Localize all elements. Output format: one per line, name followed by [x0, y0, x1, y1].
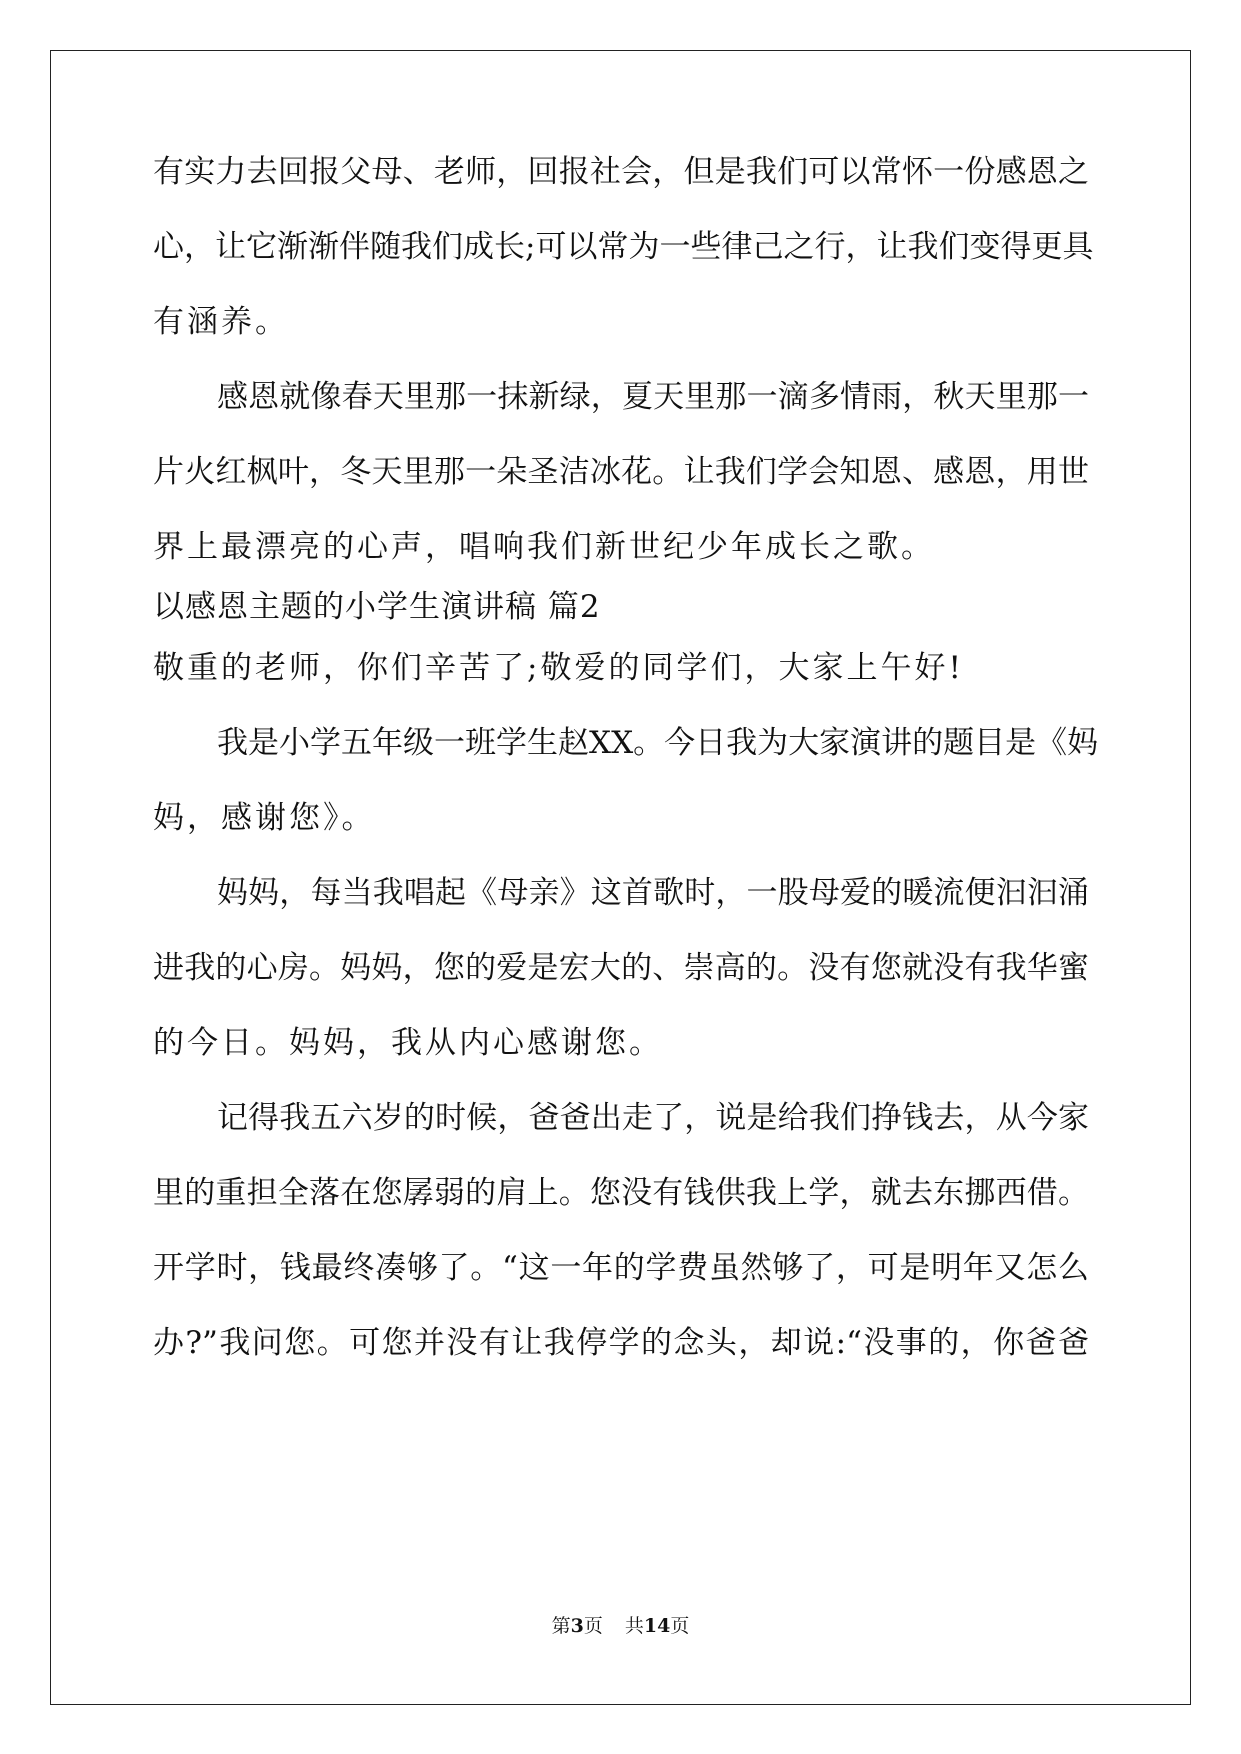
text-line: 界上最漂亮的心声，唱响我们新世纪少年成长之歌。 — [153, 529, 935, 565]
text-line: 有涵养。 — [153, 304, 289, 340]
text-line: 敬重的老师，你们辛苦了;敬爱的同学们，大家上午好! — [153, 650, 964, 686]
text-line: 我是小学五年级一班学生赵XX。今日我为大家演讲的题目是《妈 — [217, 725, 1099, 761]
section-heading: 以感恩主题的小学生演讲稿 篇2 — [153, 589, 601, 625]
text-line: 妈，感谢您》。 — [153, 800, 376, 836]
text-line: 片火红枫叶，冬天里那一朵圣洁冰花。让我们学会知恩、感恩，用世 — [153, 454, 1089, 490]
page-footer — [0, 1614, 1241, 1638]
text-line: 感恩就像春天里那一抹新绿，夏天里那一滴多情雨，秋天里那一 — [217, 379, 1089, 415]
text-line: 开学时，钱最终凑够了。“这一年的学费虽然够了，可是明年又怎么 — [153, 1250, 1089, 1286]
text-line: 办?”我问您。可您并没有让我停学的念头，却说:“没事的，你爸爸 — [153, 1325, 1089, 1361]
total-pages: 14 — [643, 1615, 671, 1637]
text-line: 里的重担全落在您孱弱的肩上。您没有钱供我上学，就去东挪西借。 — [153, 1175, 1089, 1211]
page-suffix: 页 — [583, 1615, 603, 1637]
text-line: 进我的心房。妈妈，您的爱是宏大的、崇高的。没有您就没有我华蜜 — [153, 950, 1089, 986]
page-prefix: 第 — [551, 1615, 571, 1637]
text-line: 心，让它渐渐伴随我们成长;可以常为一些律己之行，让我们变得更具 — [153, 229, 1094, 265]
text-line: 有实力去回报父母、老师，回报社会，但是我们可以常怀一份感恩之 — [153, 154, 1089, 190]
page-number: 3 — [570, 1615, 584, 1637]
total-suffix: 页 — [670, 1615, 690, 1637]
text-line: 记得我五六岁的时候，爸爸出走了，说是给我们挣钱去，从今家 — [217, 1100, 1089, 1136]
total-prefix: 共 — [624, 1615, 644, 1637]
text-line: 妈妈，每当我唱起《母亲》这首歌时，一股母爱的暖流便汩汩涌 — [217, 875, 1089, 911]
text-line: 的今日。妈妈，我从内心感谢您。 — [153, 1025, 663, 1061]
